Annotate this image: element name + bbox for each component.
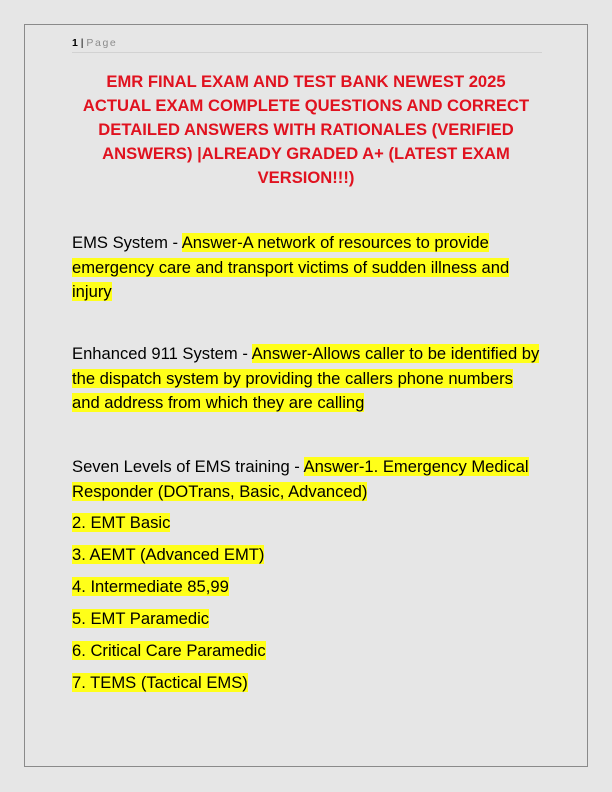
page-word: Page xyxy=(86,37,118,49)
list-item xyxy=(72,544,264,566)
list-item-text: 3. AEMT (Advanced EMT) xyxy=(72,545,265,564)
list-item xyxy=(72,608,209,630)
answer-text: Answer-Allows caller to be identified by the dispatch system by providing the callers phone numbers and address from which they are calling xyxy=(72,344,540,412)
answer-text: Answer-1. Emergency Medical Responder (DOTrans, Basic, Advanced) xyxy=(72,457,529,501)
document-title: EMR FINAL EXAM AND TEST BANK NEWEST 2025 ACTUAL EXAM COMPLETE QUESTIONS AND CORRECT DETAILED ANSWERS WITH RATIONALES (VERIFIED ANSWERS) |ALREADY GRADED A+ (LATEST EXAM VERSION!!!) xyxy=(82,72,530,187)
term-label: EMS System - xyxy=(72,233,182,252)
list-item xyxy=(72,576,229,598)
qa-entry-ems-system xyxy=(72,231,540,305)
qa-entry-enhanced-911 xyxy=(72,342,540,416)
term-label: Enhanced 911 System - xyxy=(72,344,252,363)
list-item xyxy=(72,640,266,662)
list-item-text: 4. Intermediate 85,99 xyxy=(72,577,229,596)
answer-text: Answer-A network of resources to provide emergency care and transport victims of sudden illness and injury xyxy=(72,233,510,301)
term-label: Seven Levels of EMS training - xyxy=(72,457,304,476)
list-item-text: 5. EMT Paramedic xyxy=(72,609,210,628)
list-item-text: 6. Critical Care Paramedic xyxy=(72,641,266,660)
list-item-text: 2. EMT Basic xyxy=(72,513,171,532)
list-item-text: 7. TEMS (Tactical EMS) xyxy=(72,673,248,692)
list-item xyxy=(72,512,170,534)
page-header xyxy=(72,36,542,53)
page-separator: | xyxy=(77,37,87,49)
qa-entry-seven-levels xyxy=(72,455,540,504)
list-item xyxy=(72,672,248,694)
page-number: 1 xyxy=(72,37,78,49)
